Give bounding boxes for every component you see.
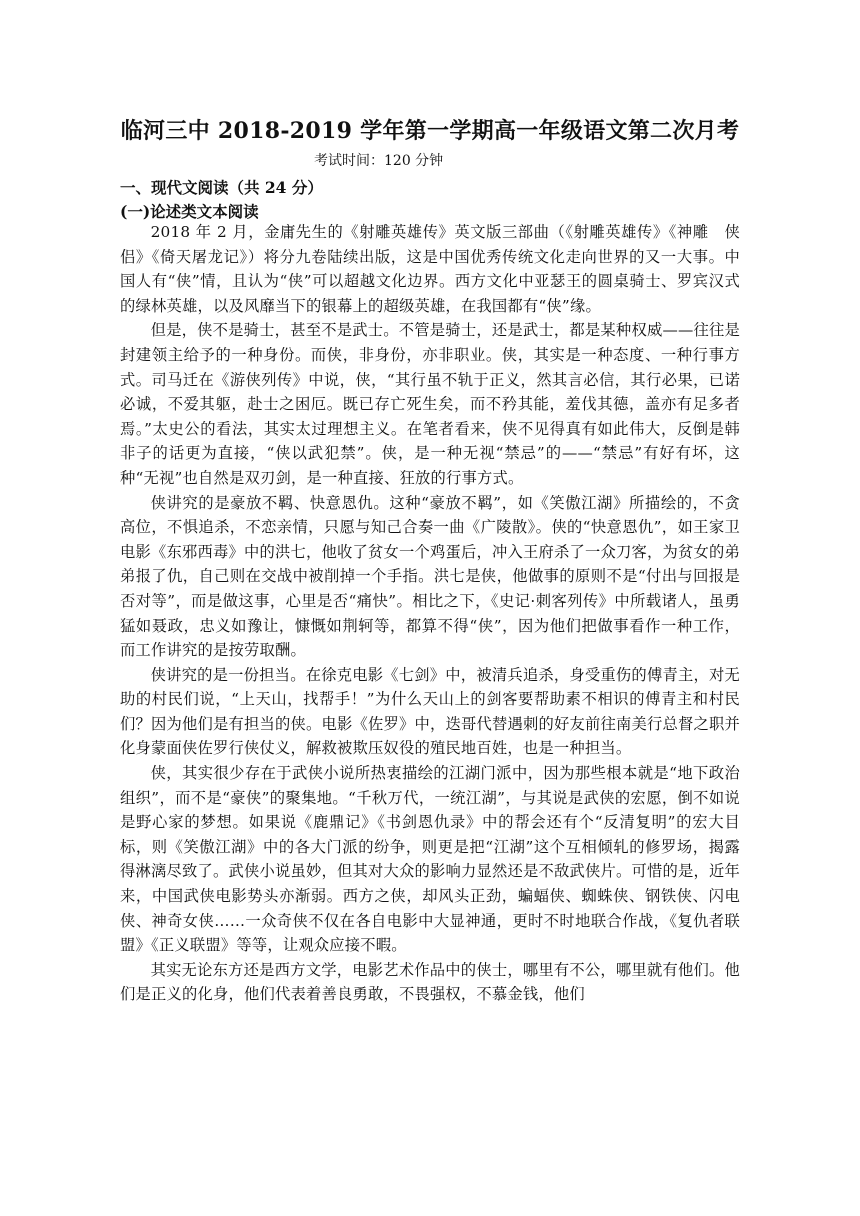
paragraph: 侠讲究的是豪放不羁、快意恩仇。这种“豪放不羁”，如《笑傲江湖》所描绘的，不贪高位，不惧追杀，不恋亲情，只愿与知己合奏一曲《广陵散》。侠的“快意恩仇”，如王家卫电影《东邪西毒》中的洪七，他收了贫女一个鸡蛋后，冲入王府杀了一众刀客，为贫女的弟弟报了仇，自己则在交战中被削掉一个手指。洪七是侠，他做事的原则不是“付出与回报是否对等”，而是做这事，心里是否“痛快”。相比之下，《史记·刺客列传》中所载诸人，虽勇猛如聂政，忠义如豫让，慷慨如荆轲等，都算不得“侠”，因为他们把做事看作一种工作，而工作讲究的是按劳取酬。: [120, 493, 740, 660]
exam-time: 考试时间：120 分钟: [314, 153, 444, 169]
section-heading: 一、现代文阅读（共 24 分）: [120, 178, 323, 197]
subsection-heading: (一)论述类文本阅读: [120, 202, 259, 221]
paragraph: 其实无论东方还是西方文学，电影艺术作品中的侠士，哪里有不公，哪里就有他们。他们是正义的化身，他们代表着善良勇敢，不畏强权，不慕金钱，他们: [120, 960, 740, 1004]
paragraph: 侠讲究的是一份担当。在徐克电影《七剑》中，被清兵追杀，身受重伤的傅青主，对无助的村民们说，“上天山，找帮手！”为什么天山上的剑客要帮助素不相识的傅青主和村民们？因为他们是有担当的侠。电影《佐罗》中，迭哥代替遇刺的好友前往南美行总督之职并化身蒙面侠佐罗行侠仗义，解救被欺压奴役的殖民地百姓，也是一种担当。: [120, 665, 740, 758]
exam-title: 临河三中 2018-2019 学年第一学期高一年级语文第二次月考: [120, 118, 740, 144]
paragraph: 2018 年 2 月，金庸先生的《射雕英雄传》英文版三部曲（《射雕英雄传》《神雕 侠侣》《倚天屠龙记》）将分九卷陆续出版，这是中国优秀传统文化走向世界的又一大事。中国人有“侠”情，且认为“侠”可以超越文化边界。西方文化中亚瑟王的圆桌骑士、罗宾汉式的绿林英雄，以及风靡当下的银幕上的超级英雄，在我国都有“侠”缘。: [120, 223, 740, 315]
article-body: [120, 220, 740, 1007]
paragraph: 侠，其实很少存在于武侠小说所热衷描绘的江湖门派中，因为那些根本就是“地下政治组织”，而不是“豪侠”的聚集地。“千秋万代，一统江湖”，与其说是武侠的宏愿，倒不如说是野心家的梦想。如果说《鹿鼎记》《书剑恩仇录》中的帮会还有个“反清复明”的宏大目标，则《笑傲江湖》中的各大门派的纷争，则更是把“江湖”这个互相倾轧的修罗场，揭露得淋漓尽致了。武侠小说虽妙，但其对大众的影响力显然还是不敌武侠片。可惜的是，近年来，中国武侠电影势头亦渐弱。西方之侠，却风头正劲，蝙蝠侠、蜘蛛侠、钢铁侠、闪电侠、神奇女侠……一众奇侠不仅在各自电影中大显神通，更时不时地联合作战，《复仇者联盟》《正义联盟》等等，让观众应接不暇。: [120, 764, 740, 955]
paragraph: 但是，侠不是骑士，甚至不是武士。不管是骑士，还是武士，都是某种权威——往往是封建领主给予的一种身份。而侠，非身份，亦非职业。侠，其实是一种态度、一种行事方式。司马迁在《游侠列传》中说，侠，“其行虽不轨于正义，然其言必信，其行必果，已诺必诚，不爱其躯，赴士之困厄。既已存亡死生矣，而不矜其能，羞伐其德，盖亦有足多者焉。”太史公的看法，其实太过理想主义。在笔者看来，侠不见得真有如此伟大，反倒是韩非子的话更为直接，“侠以武犯禁”。侠，是一种无视“禁忌”的——“禁忌”有好有坏，这种“无视”也自然是双刃剑，是一种直接、狂放的行事方式。: [120, 321, 740, 487]
